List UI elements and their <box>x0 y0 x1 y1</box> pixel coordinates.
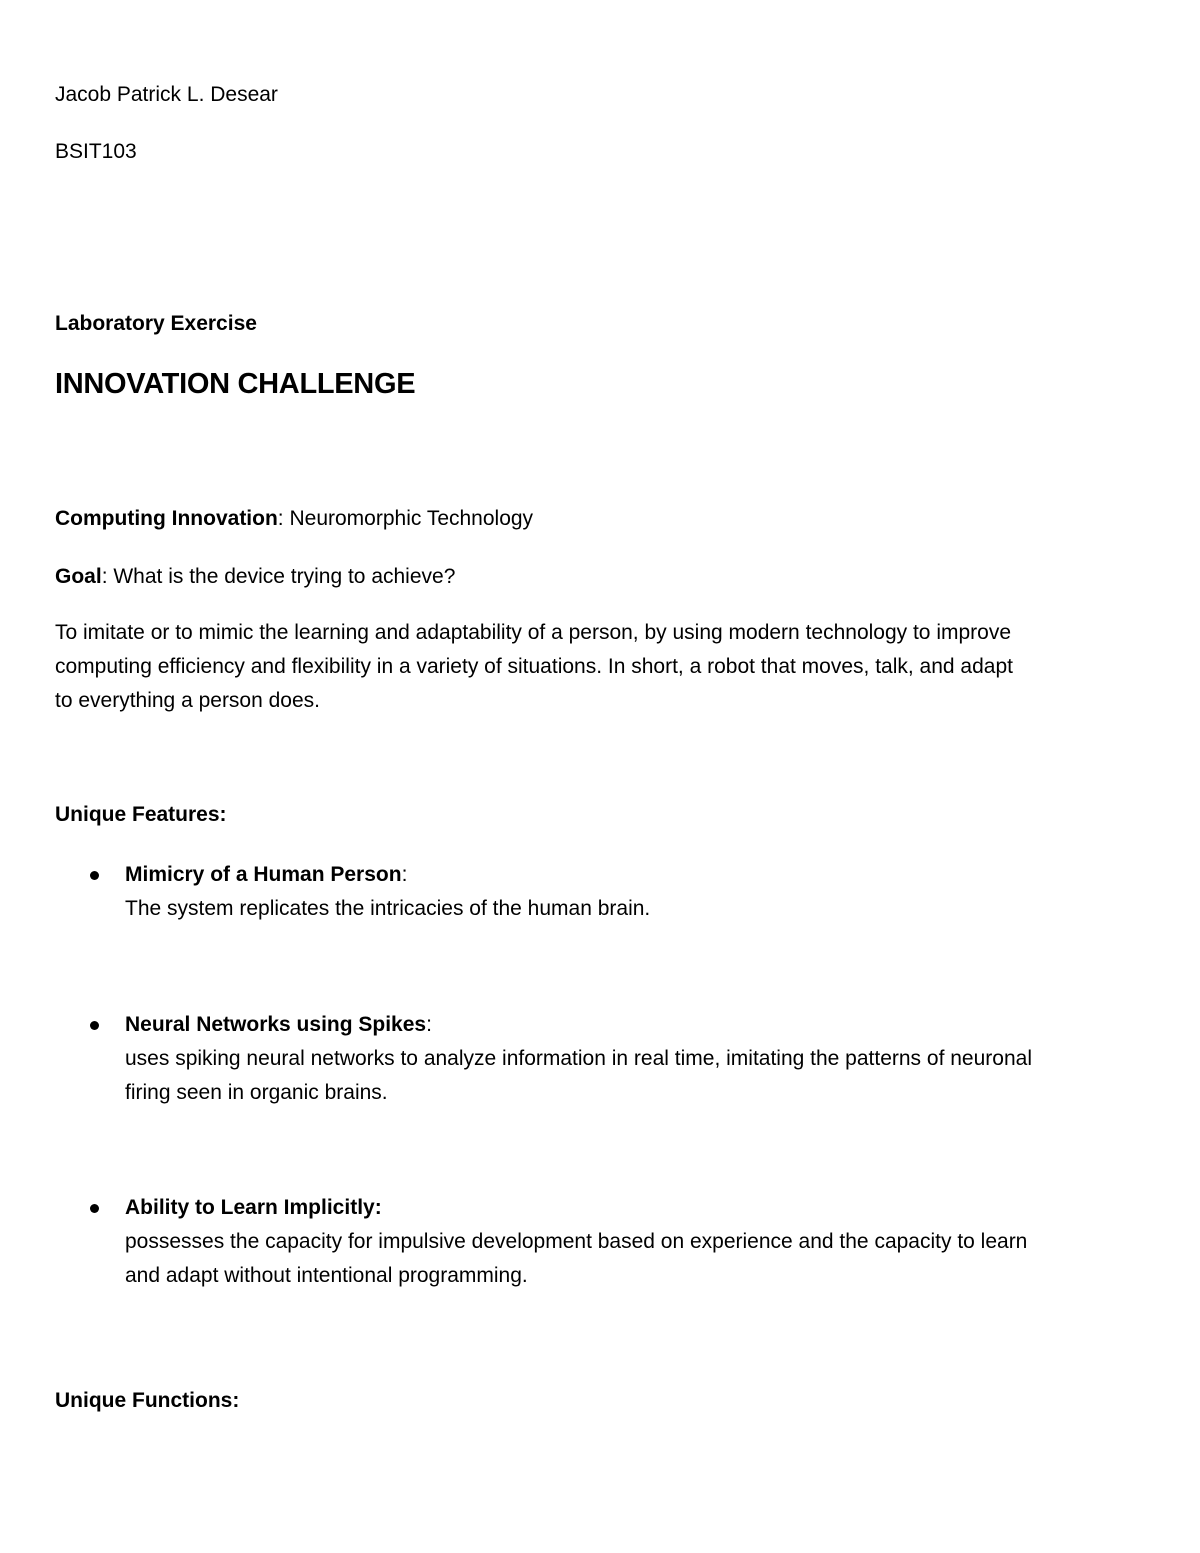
bullet-icon <box>90 1021 99 1030</box>
feature-title: Mimicry of a Human Person <box>125 863 402 886</box>
goal-separator: : <box>101 565 108 588</box>
feature-item <box>125 1008 1175 1110</box>
feature-description <box>125 892 1175 926</box>
page-title: INNOVATION CHALLENGE <box>55 368 416 400</box>
feature-item <box>125 1191 1175 1293</box>
feature-title-suffix: : <box>401 863 408 886</box>
unique-functions-heading: Unique Functions: <box>55 1389 240 1412</box>
goal-answer <box>55 616 1155 718</box>
computing-innovation-line <box>55 502 533 536</box>
feature-title-suffix: : <box>426 1013 432 1036</box>
computing-innovation-value: Neuromorphic Technology <box>283 507 534 530</box>
feature-description-line: The system replicates the intricacies of the human brain. <box>125 897 651 920</box>
feature-description-line: and adapt without intentional programming. <box>125 1264 528 1287</box>
feature-title-line <box>125 1008 1175 1042</box>
computing-innovation-separator: : <box>277 507 284 530</box>
goal-line <box>55 560 455 594</box>
feature-title: Ability to Learn Implicitly: <box>125 1196 382 1219</box>
feature-description-line: firing seen in organic brains. <box>125 1081 388 1104</box>
goal-answer-line: to everything a person does. <box>55 689 321 712</box>
unique-features-heading: Unique Features: <box>55 803 227 826</box>
bullet-icon <box>90 1204 99 1213</box>
goal-label: Goal <box>55 565 102 588</box>
feature-description <box>125 1042 1175 1110</box>
feature-description-line: uses spiking neural networks to analyze information in real time, imitating the patterns of neuronal <box>125 1047 1032 1070</box>
lab-exercise-title: Laboratory Exercise <box>55 312 257 335</box>
computing-innovation-label: Computing Innovation <box>55 507 278 530</box>
course-code: BSIT103 <box>55 140 137 163</box>
goal-question: What is the device trying to achieve? <box>107 565 456 588</box>
bullet-icon <box>90 871 99 880</box>
goal-answer-line: computing efficiency and flexibility in a variety of situations. In short, a robot that moves, talk, and adapt <box>55 655 1013 678</box>
feature-title: Neural Networks using Spikes <box>125 1013 427 1036</box>
feature-item <box>125 858 1175 926</box>
feature-title-line <box>125 1191 1175 1225</box>
goal-answer-line: To imitate or to mimic the learning and adaptability of a person, by using modern technology to improve <box>55 621 1012 644</box>
author-name: Jacob Patrick L. Desear <box>55 83 278 106</box>
feature-description <box>125 1225 1175 1293</box>
feature-description-line: possesses the capacity for impulsive development based on experience and the capacity to learn <box>125 1230 1028 1253</box>
feature-title-line <box>125 858 1175 892</box>
